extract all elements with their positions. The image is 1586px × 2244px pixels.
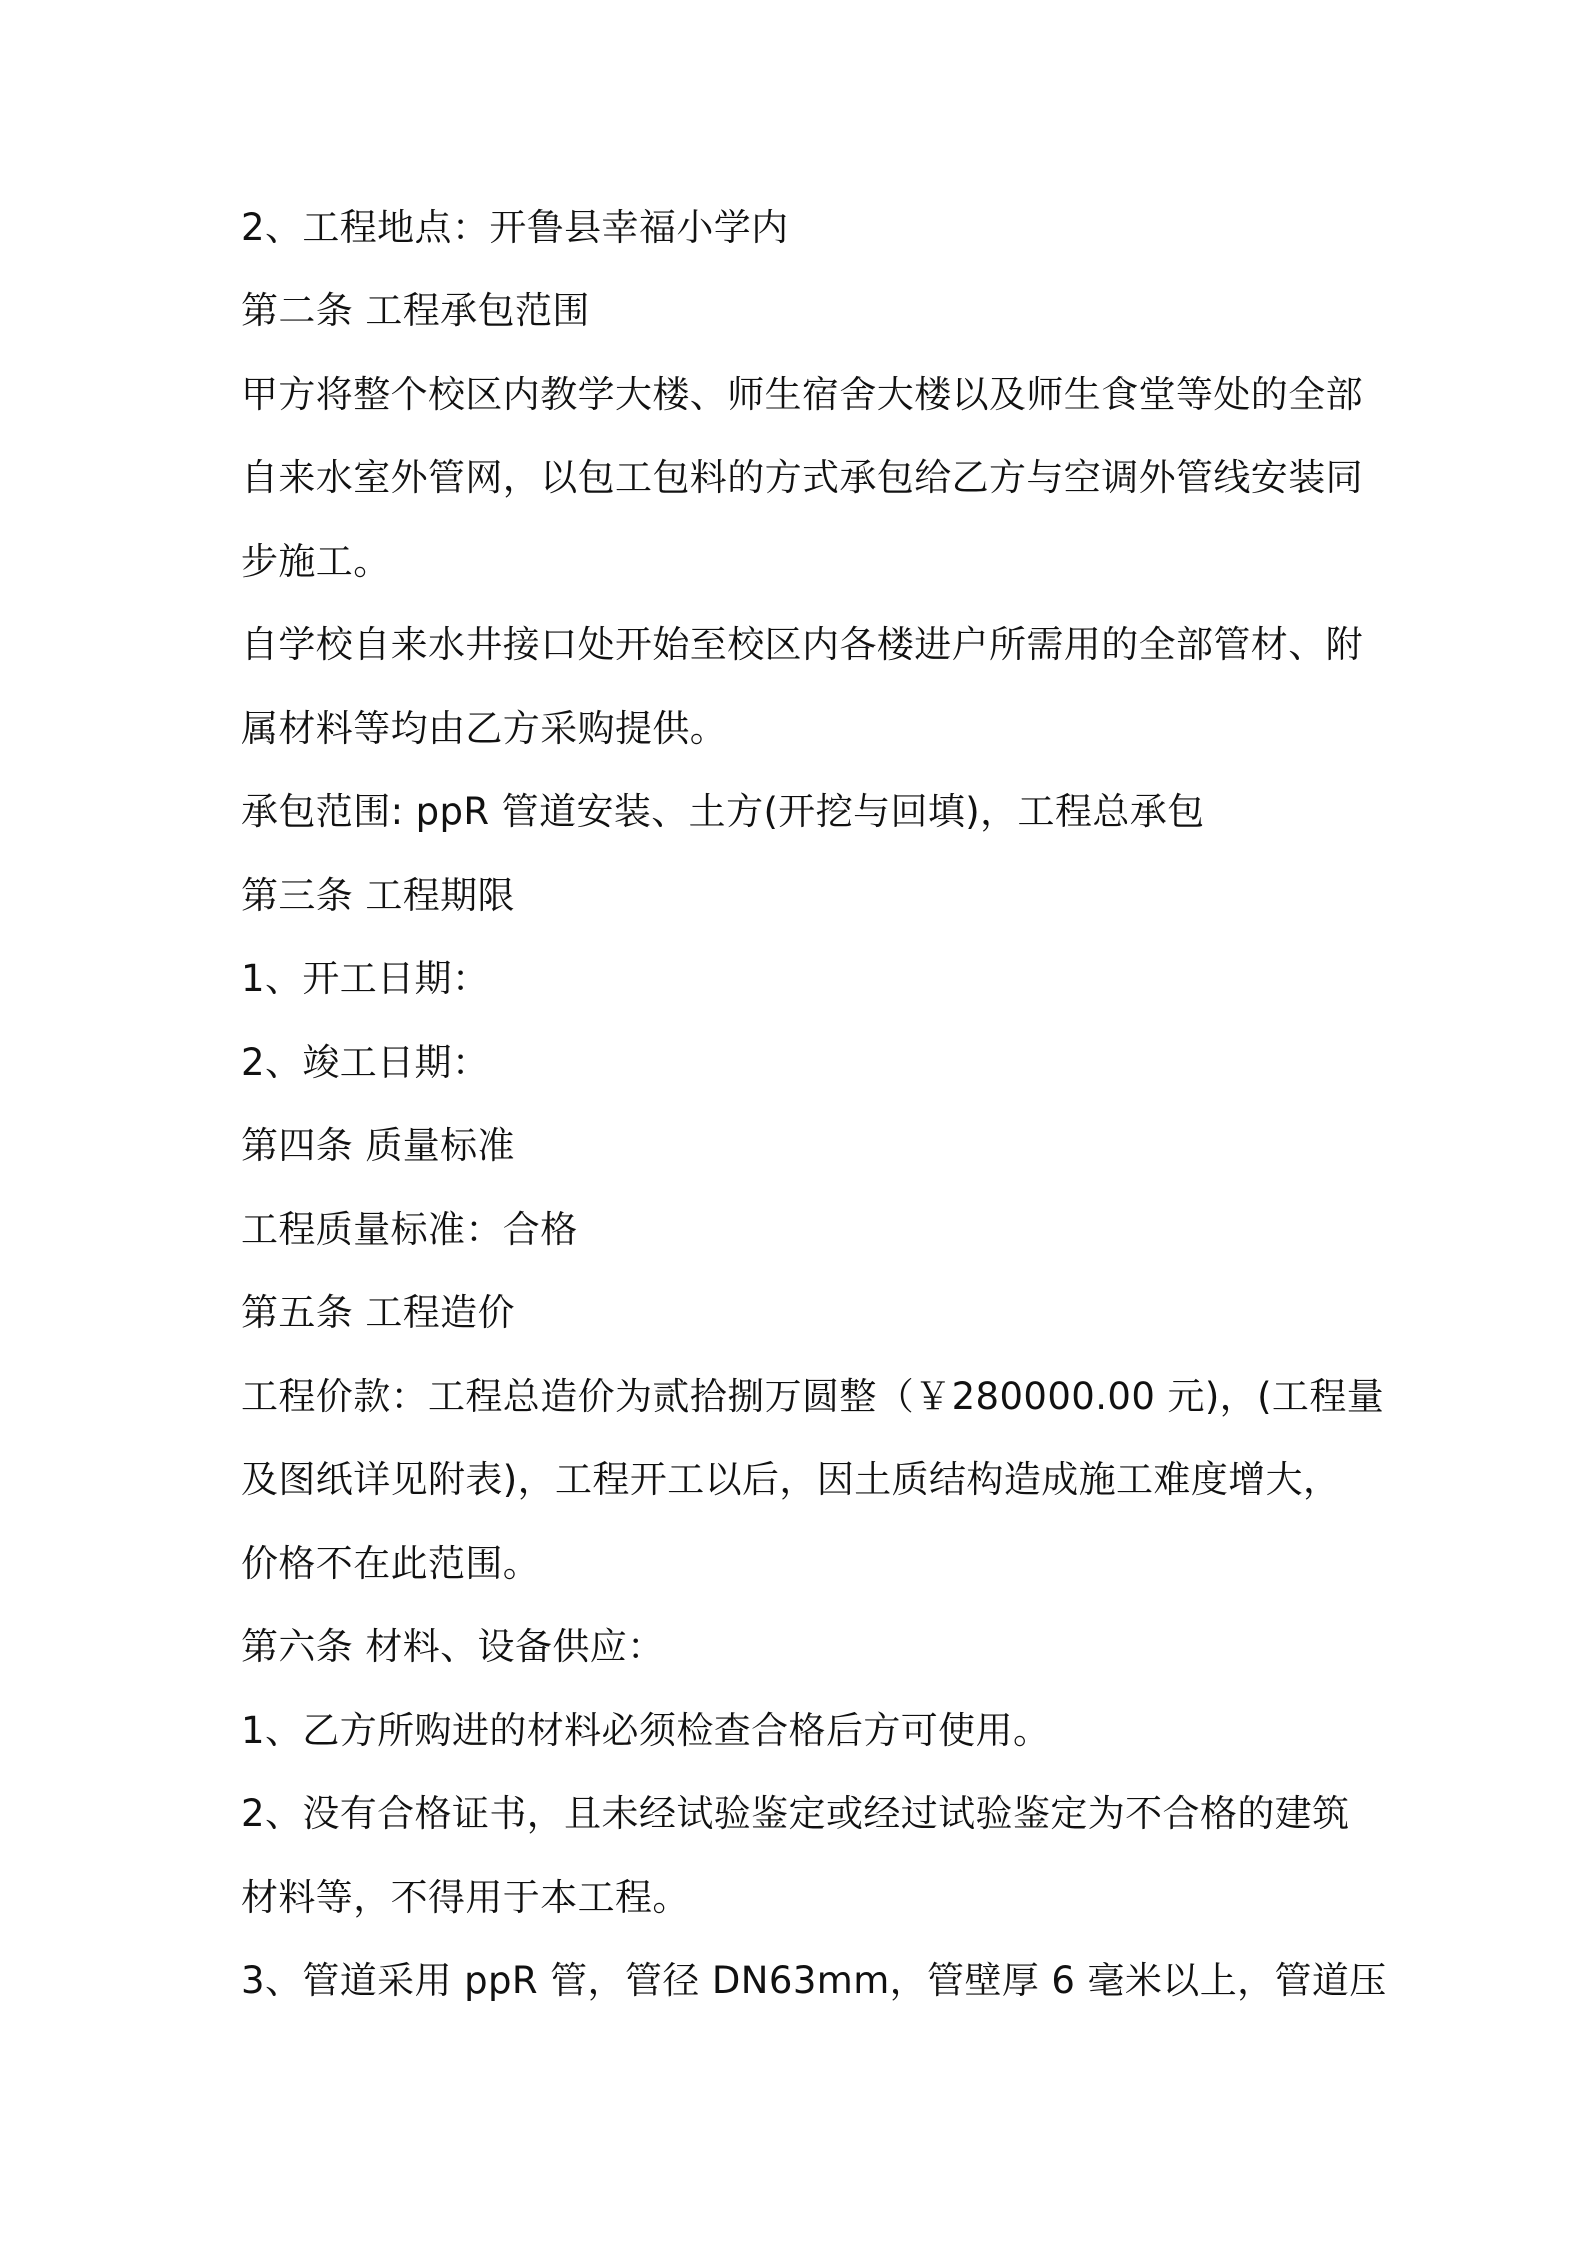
price-paragraph-line-1: 工程价款：工程总造价为贰拾捌万圆整（￥280000.00 元)，(工程量: [241, 1375, 1385, 1418]
price-paragraph-line-2: 及图纸详见附表)，工程开工以后，因土质结构造成施工难度增大，: [241, 1458, 1341, 1501]
completion-date-line: 2、竣工日期：: [241, 1041, 490, 1084]
article-2-heading: 第二条 工程承包范围: [241, 289, 590, 332]
article-5-heading: 第五条 工程造价: [241, 1291, 515, 1334]
materials-paragraph-line-1: 自学校自来水井接口处开始至校区内各楼进户所需用的全部管材、附: [241, 623, 1363, 666]
article-3-heading: 第三条 工程期限: [241, 874, 515, 917]
price-paragraph-line-3: 价格不在此范围。: [241, 1542, 541, 1585]
scope-paragraph-line-1: 甲方将整个校区内教学大楼、师生宿舍大楼以及师生食堂等处的全部: [241, 373, 1363, 416]
material-rule-3: 3、管道采用 ppR 管，管径 DN63mm，管壁厚 6 毫米以上，管道压: [241, 1959, 1387, 2002]
materials-paragraph-line-2: 属材料等均由乙方采购提供。: [241, 707, 728, 750]
start-date-line: 1、开工日期：: [241, 957, 490, 1000]
project-location-line: 2、工程地点：开鲁县幸福小学内: [241, 206, 789, 249]
material-rule-2-line-1: 2、没有合格证书，且未经试验鉴定或经过试验鉴定为不合格的建筑: [241, 1792, 1350, 1835]
material-rule-2-line-2: 材料等，不得用于本工程。: [241, 1876, 690, 1919]
contract-scope-line: 承包范围: ppR 管道安装、土方(开挖与回填)，工程总承包: [241, 790, 1205, 833]
article-4-heading: 第四条 质量标准: [241, 1124, 515, 1167]
scope-paragraph-line-2: 自来水室外管网，以包工包料的方式承包给乙方与空调外管线安装同: [241, 456, 1363, 499]
quality-standard-line: 工程质量标准：合格: [241, 1208, 578, 1251]
scope-paragraph-line-3: 步施工。: [241, 540, 391, 583]
material-rule-1: 1、乙方所购进的材料必须检查合格后方可使用。: [241, 1709, 1051, 1752]
article-6-heading: 第六条 材料、设备供应：: [241, 1625, 665, 1668]
